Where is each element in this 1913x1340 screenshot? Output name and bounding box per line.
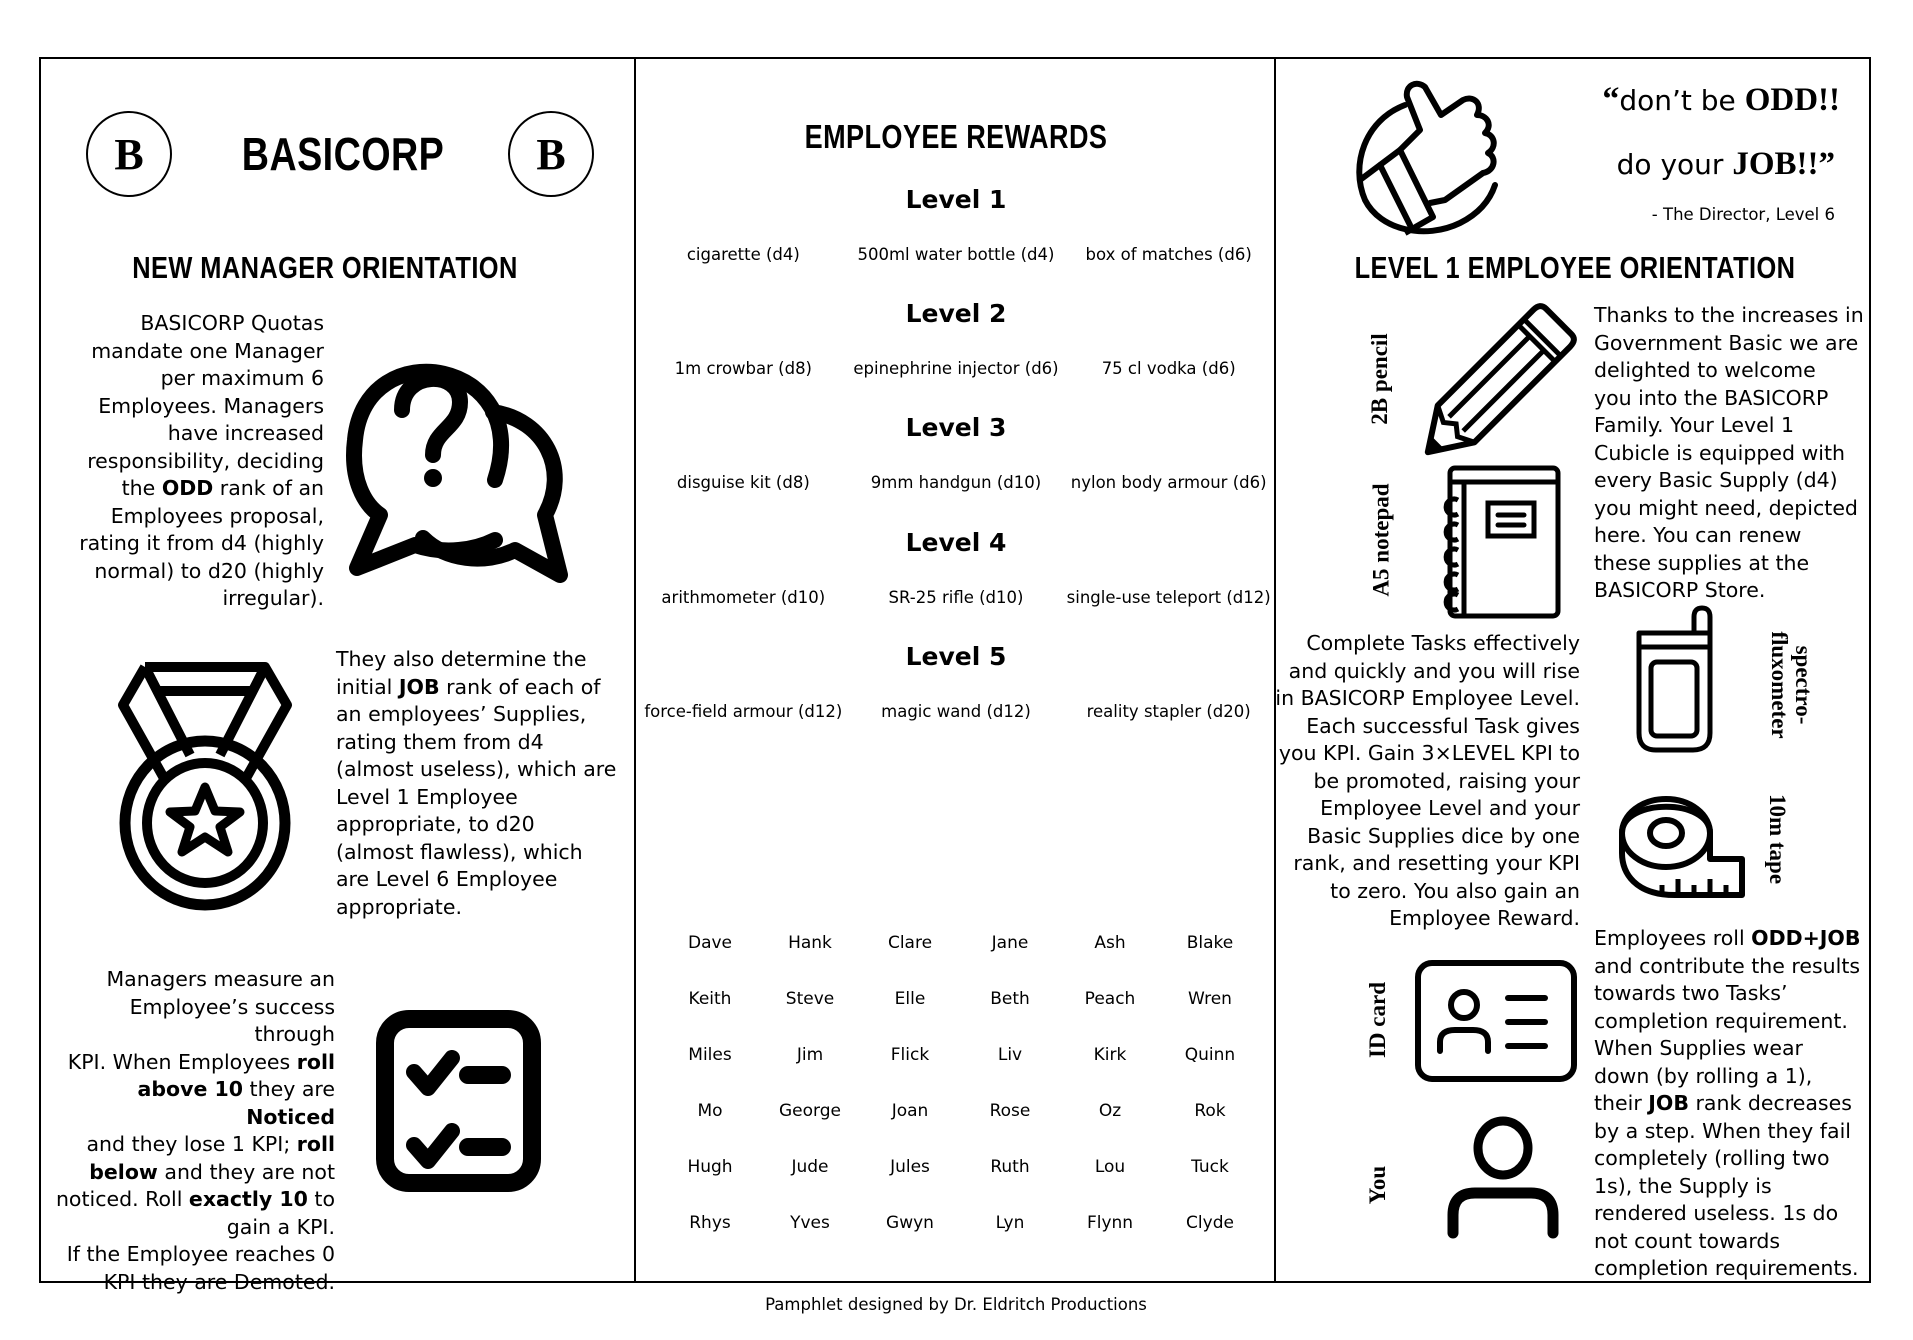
employee-name: Yves: [790, 1213, 830, 1233]
spectro-fluxometer-icon: [1636, 605, 1716, 753]
employee-name: Jane: [991, 933, 1029, 953]
employee-name: Miles: [688, 1045, 732, 1065]
employee-name: Clare: [887, 933, 933, 953]
employee-name: Clyde: [1186, 1213, 1234, 1233]
employee-name: Lou: [1094, 1157, 1126, 1177]
logo-badge-right: [508, 111, 594, 197]
employee-name: Gwyn: [886, 1213, 934, 1233]
employee-name: Ash: [1094, 933, 1126, 953]
employee-name: Quinn: [1184, 1045, 1236, 1065]
director-quote-line1: “don’t be ODD!!: [1602, 81, 1840, 118]
employee-name: Jim: [796, 1045, 824, 1065]
employee-name: Peach: [1084, 989, 1136, 1009]
tape-measure-icon: [1620, 793, 1745, 903]
pencil-icon: [1415, 300, 1575, 470]
reward-item: magic wand (d12): [881, 702, 1031, 721]
reward-item: 75 cl vodka (d6): [1101, 359, 1236, 378]
employee-name: Joan: [891, 1101, 929, 1121]
footer-credit: Pamphlet designed by Dr. Eldritch Productions: [765, 1295, 1147, 1314]
employee-name: Wren: [1188, 989, 1232, 1009]
reward-row: [637, 359, 1275, 378]
checklist-icon: [376, 1010, 541, 1192]
rewards-heading: EMPLOYEE REWARDS: [804, 118, 1108, 155]
level-heading: Level 4: [905, 528, 1007, 557]
level-heading: Level 3: [905, 413, 1007, 442]
level-heading: Level 2: [905, 299, 1007, 328]
reward-item: 1m crowbar (d8): [674, 359, 812, 378]
reward-item: SR-25 rifle (d10): [888, 588, 1024, 607]
employee-name: Steve: [785, 989, 835, 1009]
welcome-paragraph: Thanks to the increases in Government Basic we are delighted to welcome you into the BASICORP Family. Your Level 1 Cubicle is equipped with every Basic Supply (d4) you might need, depicted here. You can renew these supplies at the BASICORP Store.: [1594, 303, 1864, 602]
promotion-paragraph: Complete Tasks effectively and quickly and you will rise in BASICORP Employee Level. Each successful Task gives you KPI. Gain 3×LEVEL KPI to be promoted, raising your Employee Level and your Basic Supplies dice by one rank, and resetting your KPI to zero. You also gain an Employee Reward.: [1275, 631, 1580, 930]
thumbs-up-icon: [1345, 75, 1520, 235]
employee-name: Kirk: [1093, 1045, 1127, 1065]
employee-name: Flynn: [1086, 1213, 1134, 1233]
manager-orientation-heading: NEW MANAGER ORIENTATION: [132, 250, 518, 285]
employee-orientation-heading: LEVEL 1 EMPLOYEE ORIENTATION: [1354, 250, 1796, 285]
employee-names-grid: [660, 932, 1260, 1268]
reward-row: [637, 588, 1275, 607]
rolling-rules-paragraph: Employees roll ODD+JOB and contribute the results towards two Tasks’ completion requirement. When Supplies wear down (by rolling a 1), their JOB rank decreases by a step. When they fail completely (rolling two 1s), the Supply is rendered useless. 1s do not count towards completion requirements.: [1594, 926, 1861, 1280]
id-card-icon: [1415, 960, 1577, 1082]
reward-item: force-field armour (d12): [644, 702, 843, 721]
person-icon: [1445, 1115, 1565, 1240]
employee-name: Keith: [688, 989, 732, 1009]
employee-name: Hugh: [687, 1157, 733, 1177]
spectro-fluxometer-label: spectro- fluxometer: [1767, 631, 1816, 739]
director-quote-line2: do your JOB!!”: [1616, 146, 1835, 182]
employee-name: Hank: [788, 933, 832, 953]
reward-item: 9mm handgun (d10): [870, 473, 1042, 492]
notepad-label: A5 notepad: [1368, 483, 1394, 597]
tape-label: 10m tape: [1765, 793, 1790, 885]
you-label: You: [1365, 1165, 1390, 1205]
employee-name: Dave: [687, 933, 733, 953]
employee-name: Liv: [997, 1045, 1023, 1065]
reward-row: [637, 473, 1275, 492]
manager-quota-paragraph: BASICORP Quotas mandate one Manager per maximum 6 Employees. Managers have increased responsibility, deciding the ODD rank of an Employees proposal, rating it from d4 (highly normal) to d20 (highly irregular).: [79, 311, 324, 610]
employee-name: Lyn: [995, 1213, 1025, 1233]
reward-item: arithmometer (d10): [661, 588, 826, 607]
employee-name: Ruth: [990, 1157, 1030, 1177]
reward-row: [637, 245, 1275, 264]
reward-item: epinephrine injector (d6): [853, 359, 1059, 378]
logo-letter: B: [114, 129, 144, 179]
employee-name: Flick: [890, 1045, 930, 1065]
reward-item: nylon body armour (d6): [1070, 473, 1267, 492]
employee-name: Jude: [791, 1157, 829, 1177]
question-bubbles-icon: [345, 340, 585, 580]
reward-item: box of matches (d6): [1085, 245, 1252, 264]
employee-name: Tuck: [1191, 1157, 1229, 1177]
reward-item: single-use teleport (d12): [1066, 588, 1271, 607]
reward-item: reality stapler (d20): [1086, 702, 1251, 721]
pencil-label: 2B pencil: [1367, 333, 1392, 425]
manager-job-rank-paragraph: They also determine the initial JOB rank of each of an employees’ Supplies, rating them from d4 (almost useless), which are Level 1 Employee appropriate, to d20 (almost flawless), which are Level 6 Employee appropriate.: [336, 647, 617, 919]
employee-name: Oz: [1098, 1101, 1122, 1121]
logo-badge-left: [86, 111, 172, 197]
id-card-label: ID card: [1365, 981, 1390, 1059]
employee-name: Blake: [1186, 933, 1234, 953]
employee-name: Rose: [989, 1101, 1031, 1121]
employee-name: Jules: [890, 1157, 930, 1177]
employee-name: Mo: [697, 1101, 723, 1121]
manager-kpi-paragraph: Managers measure an Employee’s success through KPI. When Employees roll above 10 they are Noticed and they lose 1 KPI; roll below and they are not noticed. Roll exactly 10 to gain a KPI. If the Employee reaches 0 KPI they are Demoted.: [55, 967, 335, 1294]
director-attribution: - The Director, Level 6: [1651, 205, 1835, 224]
level-heading: Level 5: [905, 642, 1007, 671]
reward-item: cigarette (d4): [686, 245, 800, 264]
reward-item: 500ml water bottle (d4): [857, 245, 1055, 264]
medal-icon: [115, 655, 295, 910]
brand-title: BASICORP: [241, 128, 445, 180]
reward-row: [637, 702, 1275, 721]
reward-item: disguise kit (d8): [676, 473, 810, 492]
employee-name: George: [779, 1101, 841, 1121]
notepad-icon: [1430, 465, 1560, 620]
logo-letter: B: [536, 129, 566, 179]
employee-name: Rhys: [689, 1213, 731, 1233]
employee-name: Elle: [894, 989, 926, 1009]
employee-name: Beth: [990, 989, 1030, 1009]
employee-name: Rok: [1194, 1101, 1226, 1121]
level-heading: Level 1: [905, 185, 1007, 214]
